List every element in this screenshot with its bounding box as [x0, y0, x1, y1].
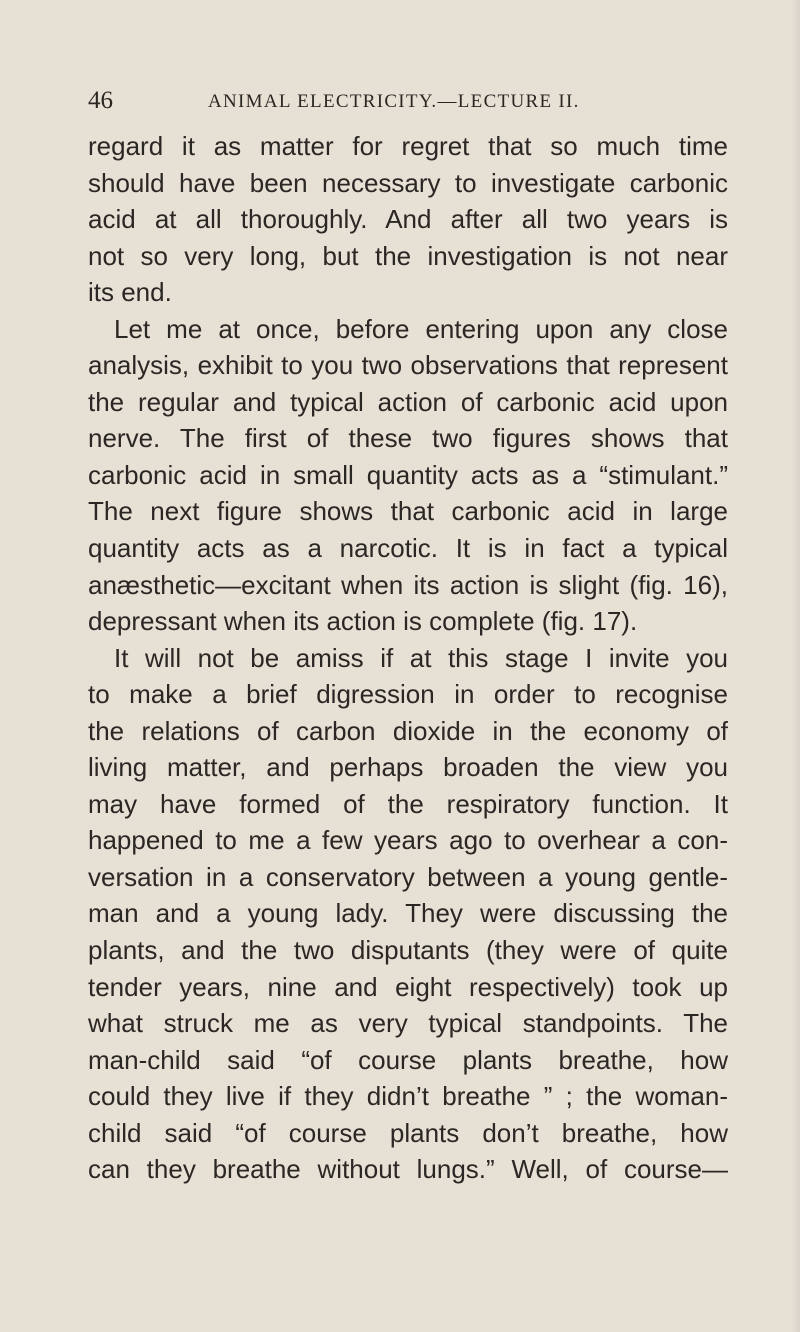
text-line: the regular and typical action of carbonic acid upon [88, 386, 728, 417]
text-line: man-child said “of course plants breathe, how [88, 1044, 728, 1075]
text-line: child said “of course plants don’t breathe, how [88, 1117, 728, 1148]
running-title: ANIMAL ELECTRICITY.—LECTURE II. [208, 91, 580, 112]
text-line: not so very long, but the investigation is not near [88, 240, 728, 271]
text-line: could they live if they didn’t breathe ” ; the woman- [88, 1081, 728, 1112]
text-line: nerve. The first of these two figures shows that [88, 423, 728, 454]
text-line: the relations of carbon dioxide in the economy of [88, 715, 728, 746]
text-line: tender years, nine and eight respectively) took up [88, 971, 728, 1002]
text-line: Let me at once, before entering upon any close [114, 313, 728, 344]
text-line: anæsthetic—excitant when its action is slight (fig. 16), [88, 569, 728, 600]
running-head [88, 86, 728, 116]
text-line: can they breathe without lungs.” Well, of course— [88, 1154, 728, 1185]
text-line: happened to me a few years ago to overhear a con- [88, 825, 728, 856]
text-line: what struck me as very typical standpoints. The [88, 1008, 728, 1039]
text-line: The next figure shows that carbonic acid in large [88, 496, 728, 527]
page-number: 46 [88, 87, 113, 114]
text-line: plants, and the two disputants (they were of quite [88, 935, 728, 966]
text-line: to make a brief digression in order to recognise [88, 679, 728, 710]
text-line: its end. [88, 277, 172, 308]
text-line: analysis, exhibit to you two observations that represent [88, 350, 728, 381]
text-line: should have been necessary to investigate carbonic [88, 167, 728, 198]
body-text [88, 128, 728, 1188]
text-line: may have formed of the respiratory function. It [88, 788, 728, 819]
text-line: regard it as matter for regret that so much time [88, 131, 728, 161]
text-line: acid at all thoroughly. And after all two years is [88, 204, 728, 235]
text-line: carbonic acid in small quantity acts as a “stimulant.” [88, 459, 728, 490]
text-line: versation in a conservatory between a young gentle- [88, 861, 728, 892]
text-line: living matter, and perhaps broaden the view you [88, 752, 728, 783]
text-line: depressant when its action is complete (fig. 17). [88, 606, 638, 637]
text-line: man and a young lady. They were discussing the [88, 898, 728, 929]
page-edge-shadow [792, 0, 800, 1332]
text-line: quantity acts as a narcotic. It is in fact a typical [88, 533, 728, 564]
text-line: It will not be amiss if at this stage I invite you [114, 642, 728, 673]
